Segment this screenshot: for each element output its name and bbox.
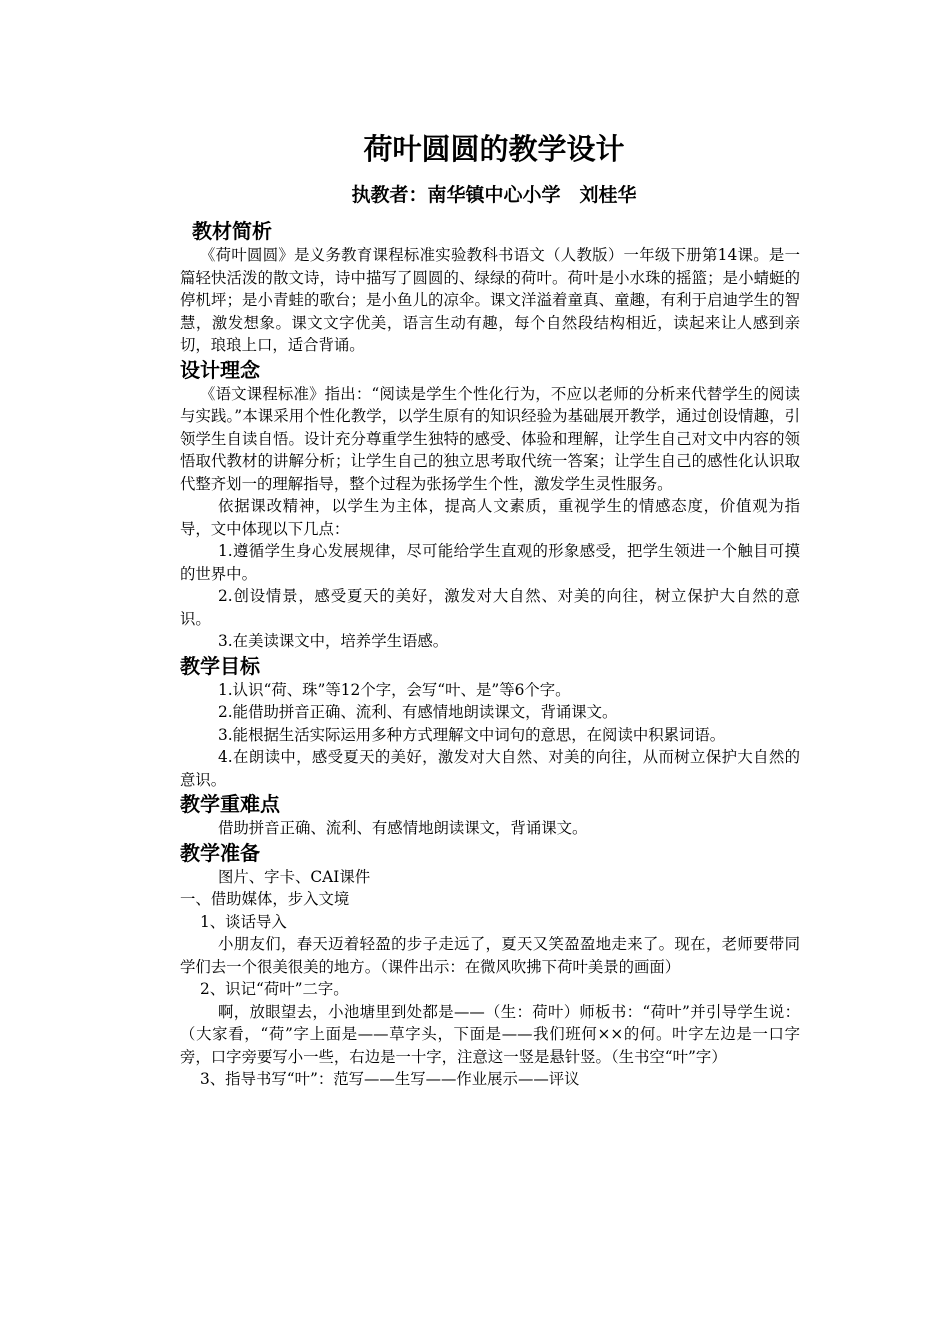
list-item-goal-4: 4.在朗读中，感受夏天的美好，激发对大自然、对美的向往，从而树立保护大自然的意识。 (180, 748, 800, 789)
process-sub-1-title: 1、谈话导入 (200, 912, 287, 931)
process-sub-1-text: 小朋友们，春天迈着轻盈的步子走远了，夏天又笑盈盈地走来了。现在，老师要带同学们去一个很美很美的地方。（课件出示：在微风吹拂下荷叶美景的画面） (180, 935, 800, 976)
process-sub-2-title: 2、识记“荷叶”二字。 (200, 980, 349, 998)
list-item-design-point-3: 3.在美读课文中，培养学生语感。 (218, 632, 449, 650)
paragraph-teaching-preparation: 图片、字卡、CAI课件 (218, 867, 371, 886)
process-sub-3-title: 3、指导书写“叶”：范写——生写——作业展示——评议 (200, 1070, 580, 1088)
section-heading-key-difficulties: 教学重难点 (180, 792, 280, 816)
paragraph-material-analysis: 《荷叶圆圆》是义务教育课程标准实验教科书语文（人教版）一年级下册第14课。是一篇轻快活泼的散文诗，诗中描写了圆圆的、绿绿的荷叶。荷叶是小水珠的摇篮；是小蜻蜓的停机坪；是小青蛙的歌台；是小鱼儿的凉伞。课文洋溢着童真、童趣，有利于启迪学生的智慧，激发想象。课文文字优美，语言生动有趣，每个自然段结构相近，读起来让人感到亲切，琅琅上口，适合背诵。 (180, 246, 800, 354)
list-item-design-point-2: 2.创设情景，感受夏天的美好，激发对大自然、对美的向往，树立保护大自然的意识。 (180, 587, 800, 628)
section-heading-teaching-preparation: 教学准备 (180, 840, 260, 865)
section-heading-teaching-goals: 教学目标 (180, 653, 260, 678)
section-heading-design-concept: 设计理念 (180, 357, 260, 382)
list-item-goal-3: 3.能根据生活实际运用多种方式理解文中词句的意思，在阅读中积累词语。 (218, 725, 726, 744)
document-body (180, 128, 800, 1091)
document-title: 荷叶圆圆的教学设计 (363, 132, 625, 166)
section-heading-material-analysis: 教材简析 (192, 219, 272, 243)
paragraph-design-basis: 依据课改精神，以学生为主体，提高人文素质，重视学生的情感态度，价值观为指导，文中体现以下几点： (180, 497, 800, 538)
process-sub-2-text: 啊，放眼望去，小池塘里到处都是——（生：荷叶）师板书：“荷叶”并引导学生说：（大家看，“荷”字上面是——草字头，下面是——我们班何××的何。叶字左边是一口字旁，口字旁要写小一些，右边是一十字，注意这一竖是悬针竖。（生书空“叶”字） (180, 1002, 800, 1066)
paragraph-key-difficulties: 借助拼音正确、流利、有感情地朗读课文，背诵课文。 (218, 819, 588, 837)
author-line: 执教者：南华镇中心小学 刘桂华 (351, 184, 637, 206)
process-step-1-title: 一、借助媒体，步入文境 (180, 890, 350, 908)
paragraph-design-concept: 《语文课程标准》指出：“阅读是学生个性化行为，不应以老师的分析来代替学生的阅读与实践。”本课采用个性化教学，以学生原有的知识经验为基础展开教学，通过创设情趣，引领学生自读自悟。设计充分尊重学生独特的感受、体验和理解，让学生自己对文中内容的领悟取代教材的讲解分析；让学生自己的独立思考取代统一答案；让学生自己的感性化认识取代整齐划一的理解指导，整个过程为张扬学生个性，激发学生灵性服务。 (180, 384, 800, 493)
list-item-goal-1: 1.认识“荷、珠”等12个字，会写“叶、是”等6个字。 (218, 680, 571, 699)
list-item-design-point-1: 1.遵循学生身心发展规律，尽可能给学生直观的形象感受，把学生领进一个触目可摸的世界中。 (180, 542, 800, 583)
list-item-goal-2: 2.能借助拼音正确、流利、有感情地朗读课文，背诵课文。 (218, 703, 618, 721)
